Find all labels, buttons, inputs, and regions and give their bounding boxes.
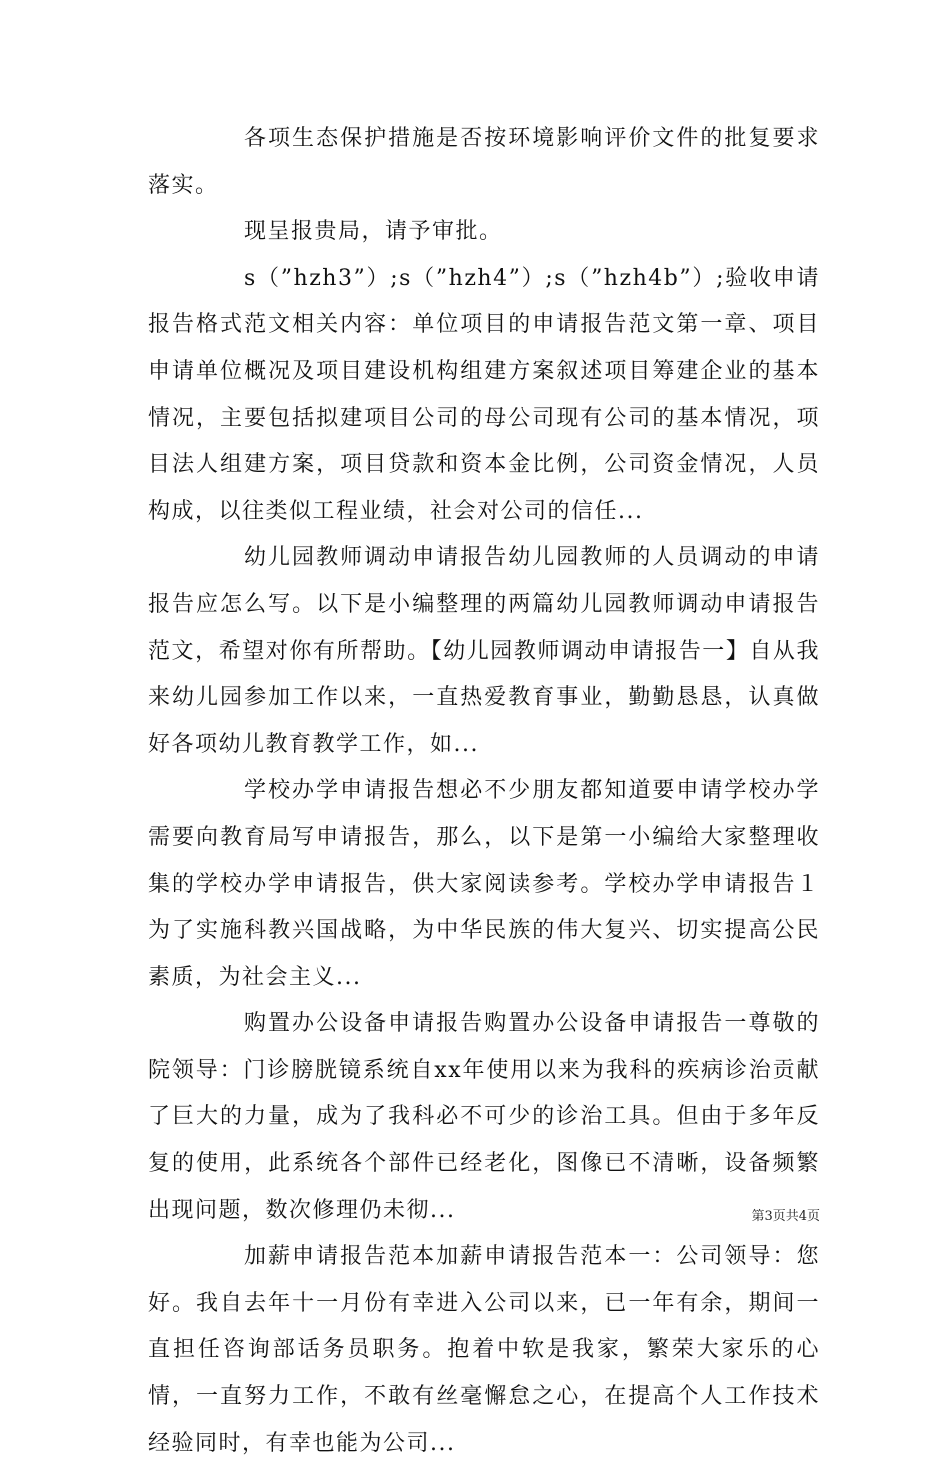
document-body (148, 116, 820, 1467)
paragraph-submit-request: 现呈报贵局，请予审批。 (244, 219, 503, 245)
paragraph-salary-raise: 加薪申请报告范本加薪申请报告范本一：公司领导：您好。我自去年十一月份有幸进入公司以来，已一年有余，期间一直担任咨询部话务员职务。抱着中软是我家，繁荣大家乐的心情，一直努力工作，不敢有丝毫懈怠之心，在提高个人工作技术经验同时，有幸也能为公司... (148, 1244, 820, 1456)
paragraph-eco-protection: 各项生态保护措施是否按环境影响评价文件的批复要求落实。 (148, 126, 820, 198)
page-number-footer: 第3页共4页 (751, 1209, 820, 1224)
paragraph-kindergarten-transfer: 幼儿园教师调动申请报告幼儿园教师的人员调动的申请报告应怎么写。以下是小编整理的两篇幼儿园教师调动申请报告范文，希望对你有所帮助。【幼儿园教师调动申请报告一】自从我来幼儿园参加工作以来，一直热爱教育事业，勤勤恳恳，认真做好各项幼儿教育教学工作，如... (148, 545, 820, 757)
paragraph-acceptance-report: s（”hzh3”）;s（”hzh4”）;s（”hzh4b”）;验收申请报告格式范文相关内容：单位项目的申请报告范文第一章、项目申请单位概况及项目建设机构组建方案叙述项目筹建企业的基本情况，主要包括拟建项目公司的母公司现有公司的基本情况，项目法人组建方案，项目贷款和资本金比例，公司资金情况，人员构成，以往类似工程业绩，社会对公司的信任... (148, 265, 820, 524)
paragraph-school-application: 学校办学申请报告想必不少朋友都知道要申请学校办学需要向教育局写申请报告，那么，以下是第一小编给大家整理收集的学校办学申请报告，供大家阅读参考。学校办学申请报告１为了实施科教兴国战略，为中华民族的伟大复兴、切实提高公民素质，为社会主义... (148, 778, 820, 990)
paragraph-office-equipment: 购置办公设备申请报告购置办公设备申请报告一尊敬的院领导：门诊膀胱镜系统自xx年使用以来为我科的疾病诊治贡献了巨大的力量，成为了我科必不可少的诊治工具。但由于多年反复的使用，此系统各个部件已经老化，图像已不清晰，设备频繁出现问题，数次修理仍未彻... (148, 1011, 820, 1223)
